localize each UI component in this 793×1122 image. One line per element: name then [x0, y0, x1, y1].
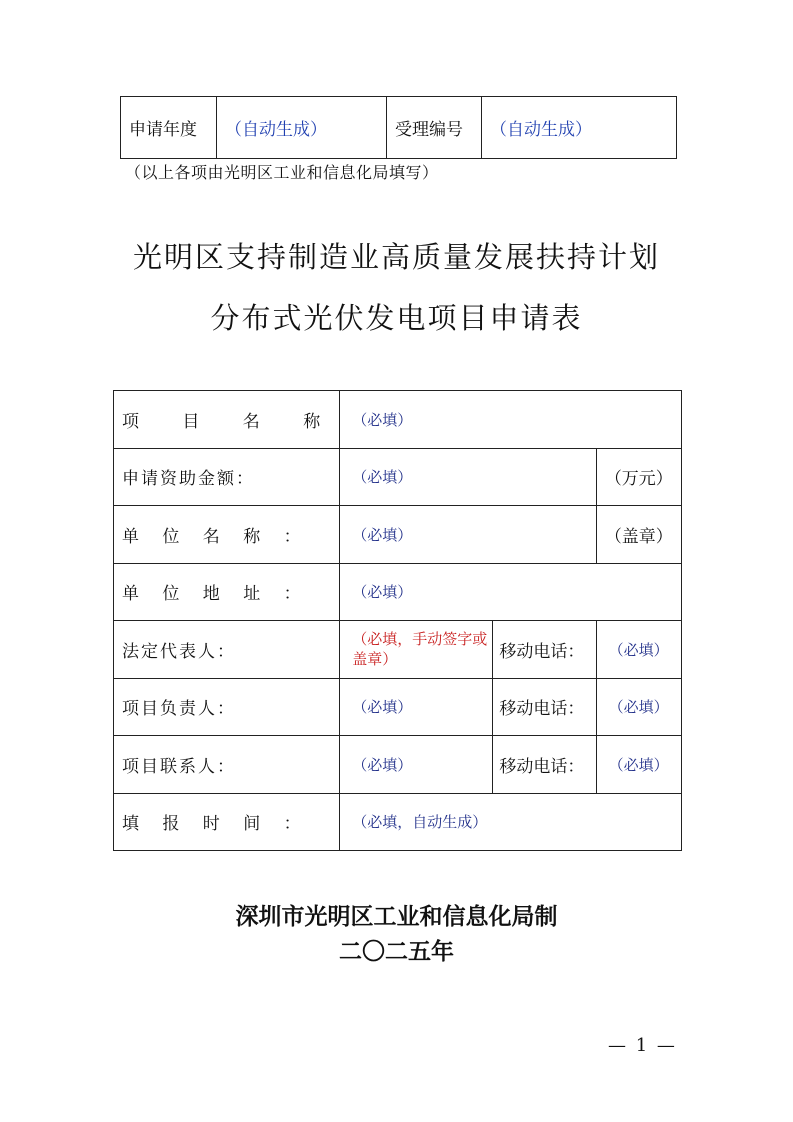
form-row-company-name: [114, 506, 682, 564]
issue-year: 二〇二五年: [339, 938, 454, 965]
project-contact-mobile-field[interactable]: （必填）: [596, 736, 681, 794]
page-number: — 1 —: [608, 1035, 677, 1056]
legal-rep-mobile-label: 移动电话：: [493, 621, 596, 679]
legal-rep-mobile-field[interactable]: （必填）: [596, 621, 681, 679]
company-seal-unit: （盖章）: [596, 506, 681, 564]
accept-no-label: 受理编号: [387, 97, 482, 159]
form-row-project-name: [114, 391, 682, 449]
form-row-amount: [114, 448, 682, 506]
company-address-label: 单 位 地 址 ：: [114, 563, 340, 621]
accept-no-value: （自动生成）: [482, 97, 677, 159]
amount-field[interactable]: （必填）: [340, 448, 596, 506]
form-row-project-lead: [114, 678, 682, 736]
admin-info-row: [121, 97, 677, 159]
admin-fill-note: （以上各项由光明区工业和信息化局填写）: [125, 163, 439, 182]
amount-unit: （万元）: [596, 448, 681, 506]
document-title-line-2: 分布式光伏发电项目申请表: [210, 301, 583, 335]
project-name-label: 项 目 名 称: [114, 391, 340, 449]
project-lead-mobile-label: 移动电话：: [493, 678, 596, 736]
legal-rep-label: 法定代表人：: [114, 621, 340, 679]
fill-time-field[interactable]: （必填，自动生成）: [340, 793, 682, 851]
fill-time-label: 填 报 时 间 ：: [114, 793, 340, 851]
project-contact-label: 项目联系人：: [114, 736, 340, 794]
project-name-field[interactable]: （必填）: [340, 391, 682, 449]
apply-year-label: 申请年度: [121, 97, 217, 159]
issuer-line: 深圳市光明区工业和信息化局制: [235, 903, 558, 930]
project-lead-label: 项目负责人：: [114, 678, 340, 736]
project-lead-field[interactable]: （必填）: [340, 678, 493, 736]
project-lead-mobile-field[interactable]: （必填）: [596, 678, 681, 736]
company-name-field[interactable]: （必填）: [340, 506, 596, 564]
company-name-label: 单 位 名 称 ：: [114, 506, 340, 564]
document-title-line-1: 光明区支持制造业高质量发展扶持计划: [132, 240, 660, 274]
form-row-project-contact: [114, 736, 682, 794]
project-contact-field[interactable]: （必填）: [340, 736, 493, 794]
legal-rep-field[interactable]: （必填，手动签字或盖章）: [340, 621, 493, 679]
company-address-field[interactable]: （必填）: [340, 563, 682, 621]
project-contact-mobile-label: 移动电话：: [493, 736, 596, 794]
form-row-fill-time: [114, 793, 682, 851]
apply-year-value: （自动生成）: [217, 97, 387, 159]
admin-info-table: [120, 96, 677, 159]
amount-label: 申请资助金额：: [114, 448, 340, 506]
application-form-table: [113, 390, 682, 851]
form-row-legal-rep: [114, 621, 682, 679]
form-row-company-address: [114, 563, 682, 621]
